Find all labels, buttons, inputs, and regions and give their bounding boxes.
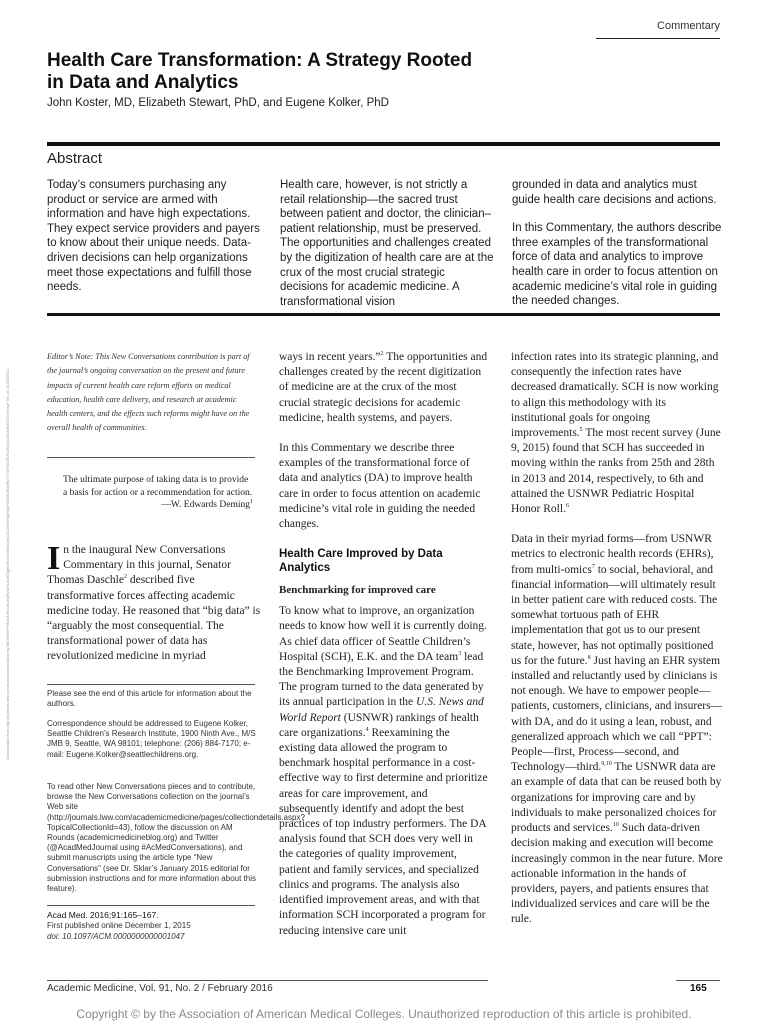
article-title: Health Care Transformation: A Strategy Rooted in Data and Analytics (47, 50, 473, 93)
publication-date: First published online December 1, 2015 (47, 921, 191, 931)
epigraph-text: The ultimate purpose of taking data is to provide a basis for action or a recommendation for action. (63, 475, 253, 498)
citation-block (47, 910, 259, 942)
download-stamp: Downloaded from http://journals.lww.com/academicmedicine by BhDMf5ePHKav1zEoum1tQfN4a+kJLhEZgbsIHo4XMi0hCywCX1AWnYQp/IlQrHD3i3D0OdRyi7TvSFl4Cf3VC4/OAVpDDa8KKGKV0Ymy+78= on 11/20/2021 (5, 368, 10, 760)
body-column-2 (279, 350, 489, 954)
footnote-new-conversations: To read other New Conversations pieces and to contribute, browse the New Conversations collection on the journal’s Web site (http://journals.lww.com/academicmedicine/pages/collectiondetails.aspx?TopicalCollectionId=43), follow the discussion on AM Rounds (academicmedicineblog.org) and Twitter (@AcadMedJournal using #AcMedConversations), and submit manuscripts using the article type “New Conversations” (see Dr. Sklar’s January 2015 editorial for submission instructions and for more information about this feature). (47, 782, 305, 894)
body-column-3 (511, 350, 723, 943)
drop-cap: I (47, 540, 61, 577)
footer-rule (47, 980, 488, 981)
intro-paragraph: In the inaugural New Conversations Commentary in this journal, Senator Thomas Daschle$^2$ described five transformative forces affecting academic medicine today. He reasoned that “big data” is “arguably the most consequential. The transformational power of data has revolutionized medicine in myriad (47, 540, 261, 663)
abstract-column-3 (512, 178, 722, 323)
epigraph-attribution: —W. Edwards Deming$^1$ (161, 498, 253, 510)
abstract-heading: Abstract (47, 150, 103, 167)
editors-note: Editor’s Note: This New Conversations contribution is part of the journal’s ongoing conversation on the present and future impacts of current health care reform efforts on medical education, health care delivery, and research at academic health centers, and the effects such reforms might have on the overall health of communities. (47, 352, 250, 433)
footnote-rule (47, 684, 255, 685)
footnote-correspondence: Correspondence should be addressed to Eugene Kolker, Seattle Children’s Research Institute, 1900 Ninth Ave., M/S JMB 9, Seattle, WA 98101; telephone: (206) 884-7170; e-mail: Eugene.Kolker@seattlechildrens.org. (47, 719, 256, 759)
section-label: Commentary (657, 20, 720, 32)
footnote-see-end: Please see the end of this article for information about the authors. (47, 689, 252, 709)
citation-rule (47, 905, 255, 906)
abstract-column-2 (280, 178, 494, 323)
author-list: John Koster, MD, Elizabeth Stewart, PhD, and Eugene Kolker, PhD (47, 97, 389, 109)
abstract-paragraph: In this Commentary, the authors describe three examples of the transformational force of data and analytics to improve health care in order to focus attention on academic medicine’s vital role in guiding the needed changes. (512, 222, 722, 308)
abstract-top-rule (47, 142, 720, 146)
body-paragraph: To know what to improve, an organization needs to know how well it is currently doing. As chief data officer of Seattle Children’s Hospital (SCH), E.K. and the DA team$^3$ lead the Benchmarking Improvement Program. The program turned to the data generated by its annual participation in the U.S. News and World Report (USNWR) rankings of health care organizations.$^4$ Reexamining the existing data allowed the program to benchmark hospital performance in a cost-effective way to first determine and prioritize areas for care improvement, and subsequently identify and adopt the best practices of top industry performers. The DA analysis found that SCH does very well in the categories of quality improvement, patient and family services, and specialized clinics and programs. The analysis also identified improvement areas, and with that information SCH incorporated a program for reducing intensive care unit (279, 605, 488, 937)
editors-note-rule (47, 457, 255, 458)
abstract-paragraph: grounded in data and analytics must guide health care decisions and actions. (512, 179, 717, 206)
page-number: 165 (690, 983, 707, 994)
abstract-paragraph: Today’s consumers purchasing any product or service are armed with information and have high expectations. They expect service providers and payers to know about their unique needs. Data-driven decisions can help organizations meet those expectations and fulfill those needs. (47, 179, 260, 294)
body-paragraph: infection rates into its strategic planning, and consequently the infection rates have decreased dramatically. SCH is now working to align this methodology with its institutional goals for ongoing improvements.$^5$ The most recent survey (June 9, 2015) found that SCH has succeeded in moving within the ranks from 25th and 28th in 2013 and 2014, respectively, to 6th and attained the USNWR Pediatric Hospital Honor Roll.$^6$ (511, 351, 721, 516)
doi: doi: 10.1097/ACM.0000000000001047 (47, 931, 185, 941)
abstract-column-1 (47, 178, 261, 309)
abstract-bottom-rule (47, 313, 720, 316)
copyright-notice: Copyright © by the Association of American Medical Colleges. Unauthorized reproduction of this article is prohibited. (76, 1007, 692, 1021)
section-heading: Health Care Improved by Data Analytics (279, 548, 443, 575)
journal-footer: Academic Medicine, Vol. 91, No. 2 / February 2016 (47, 983, 273, 994)
subsection-heading: Benchmarking for improved care (279, 584, 436, 597)
section-rule (596, 38, 720, 39)
body-paragraph: ways in recent years.”$^2$ The opportunities and challenges created by the recent digitization of medicine are at the crux of the most crucial strategic decisions for academic medicine, health systems, and payers. (279, 351, 488, 424)
footer-rule-right (676, 980, 720, 981)
body-paragraph: Data in their myriad forms—from USNWR metrics to electronic health records (EHRs), from multi-omics$^7$ to social, behavioral, and financial information—will ultimately result in better patient care with reduced costs. The somewhat tortuous path of EHR implementation that got us to our present state, however, has not optimally positioned us for the future.$^8$ Just having an EHR system installed and reluctantly used by clinicians is not enough. We have to empower people—patients, customers, clinicians, and insurers—with DA, and do it using a lean, robust, and generalized approach which we call “PPT”: People—first, Process—second, and Technology—third.$^{9,10}$ The USNWR data are an example of data that can be reused both by organizations for improving care and by individuals to make personalized choices for products and services.$^{10}$ Such data-driven decision making and execution will become increasingly common in the near future. More actionable information in the hands of providers, payers, and patients ensures that individualized services and care will be the rule. (511, 533, 723, 926)
citation: Acad Med. 2016;91:165–167. (47, 910, 159, 920)
abstract-paragraph: Health care, however, is not strictly a retail relationship—the sacred trust between patient and doctor, the clinician–patient relationship, must be preserved. The opportunities and challenges created by the digitization of health care are at the crux of the most crucial strategic decisions for academic medicine. A transformational vision (280, 179, 494, 308)
body-paragraph: In this Commentary we describe three examples of the transformational force of data and analytics (DA) to improve health care in order to focus attention on academic medicine’s vital role in guiding the needed changes. (279, 442, 481, 531)
epigraph (63, 474, 253, 512)
